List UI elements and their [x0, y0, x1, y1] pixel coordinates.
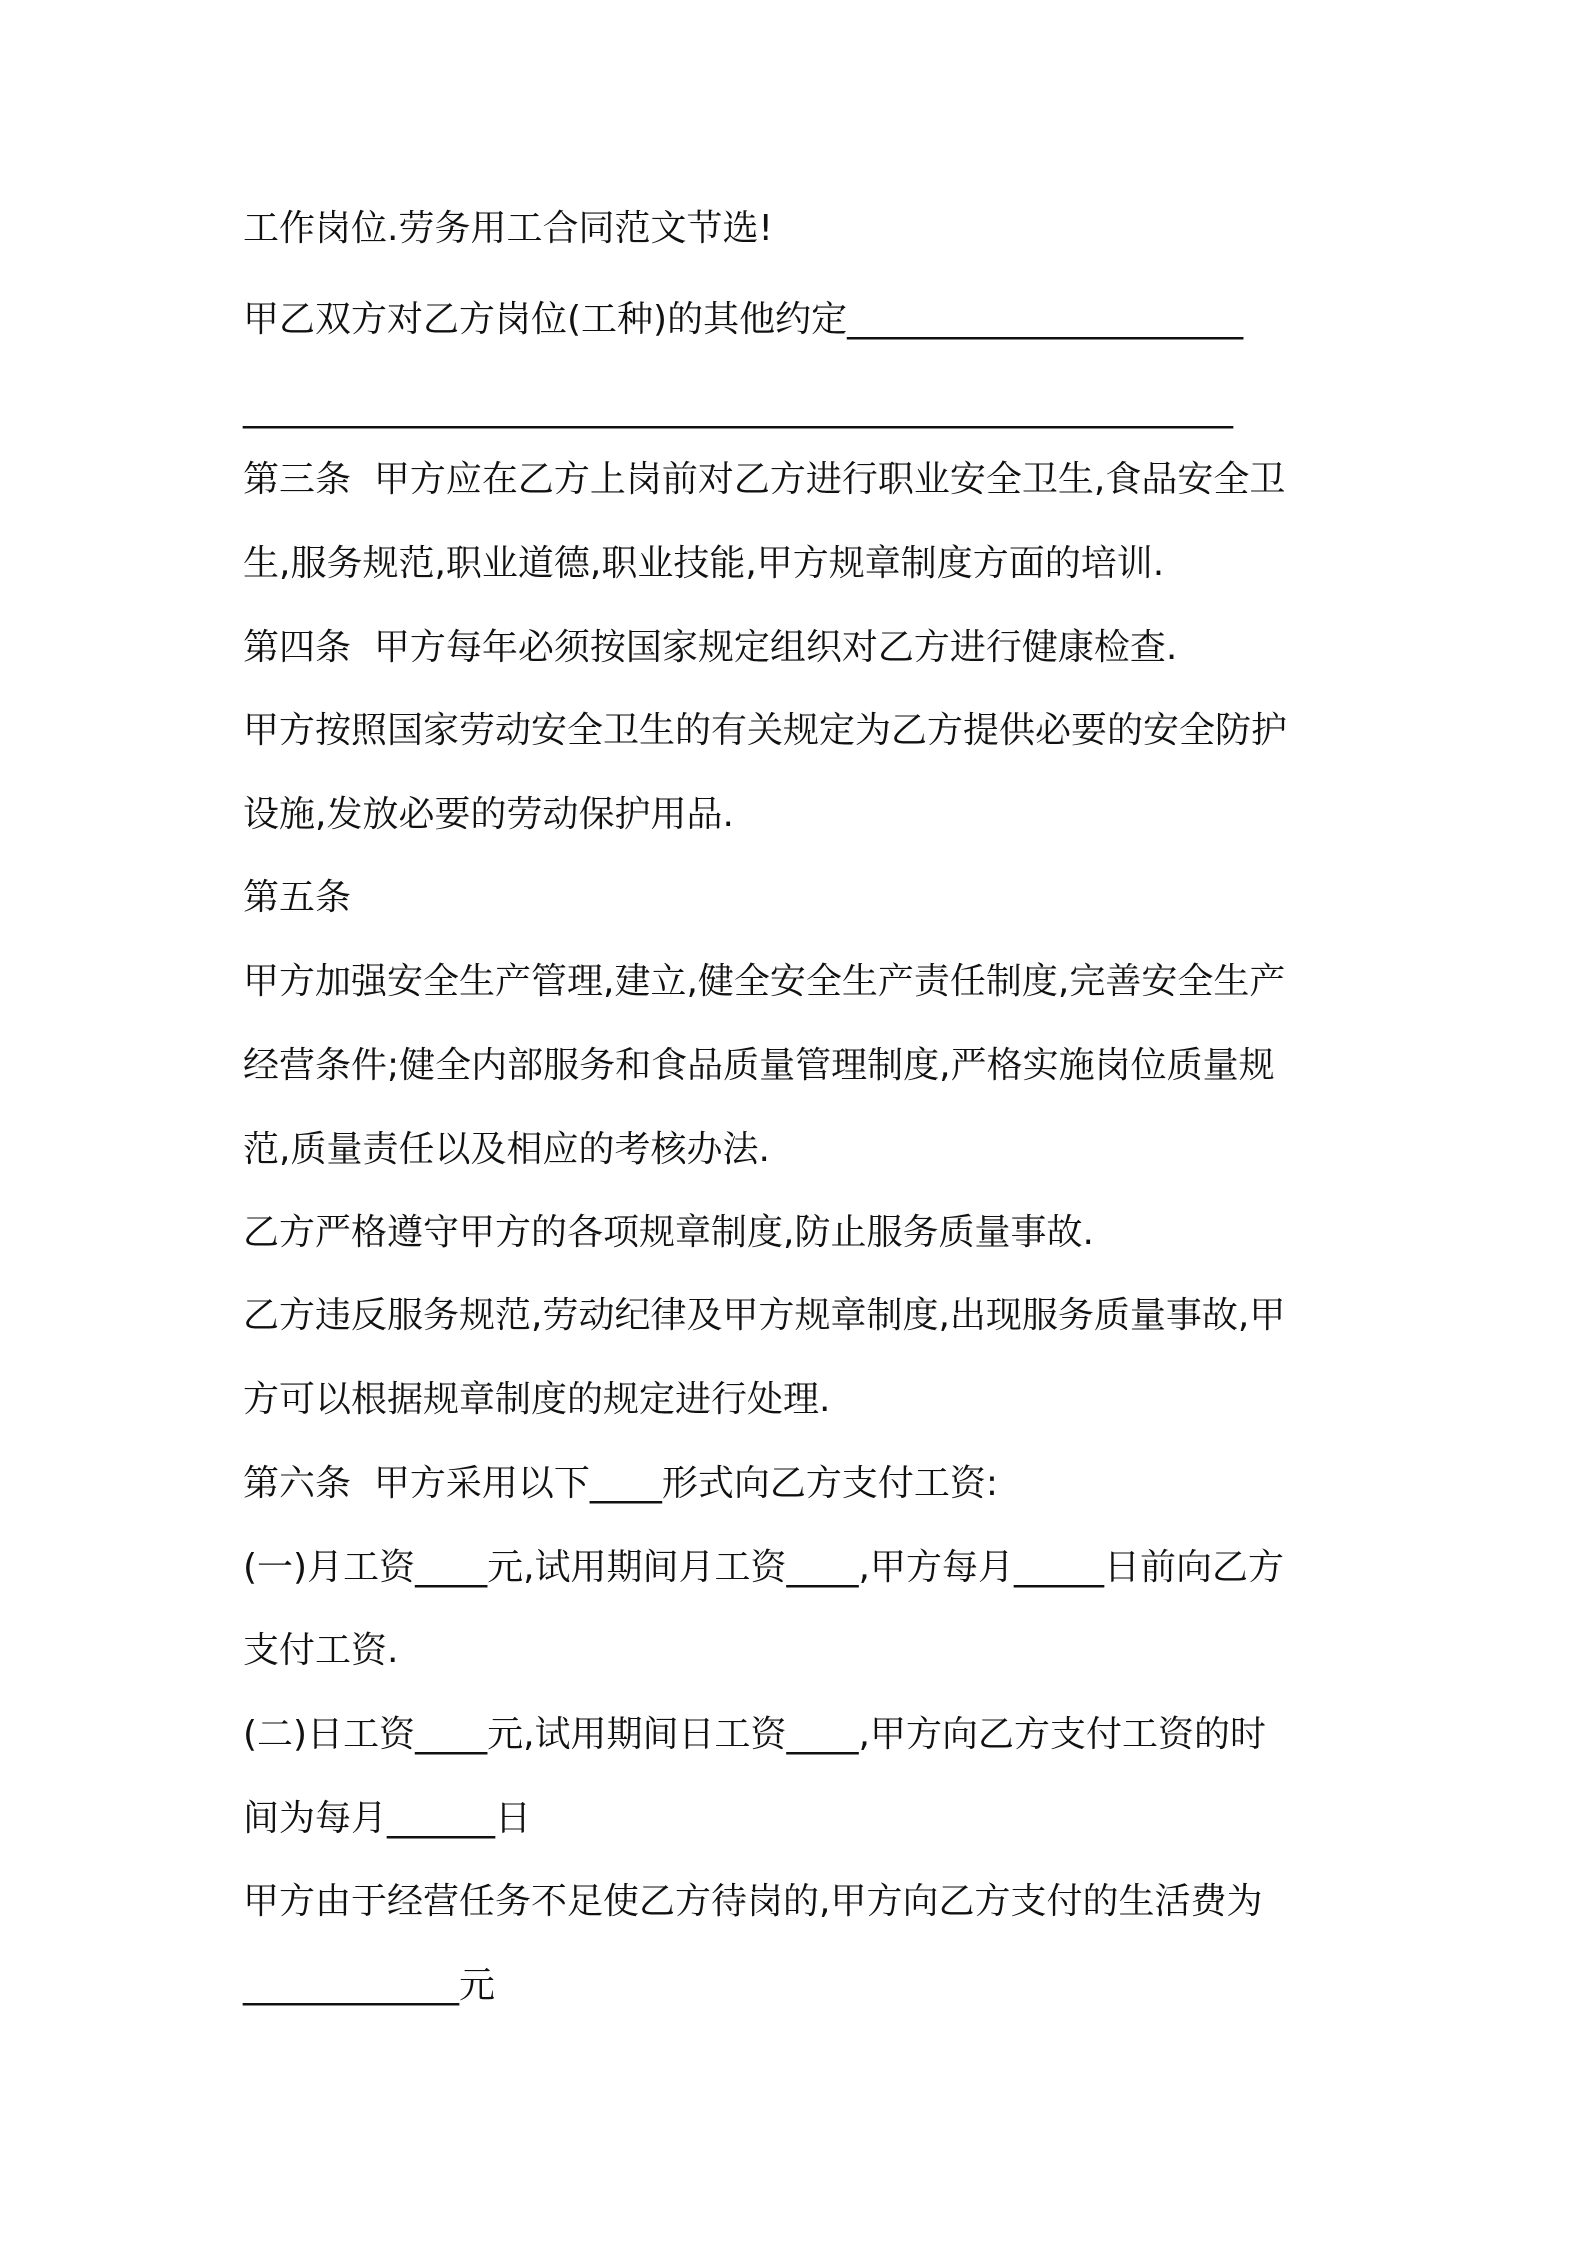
text-line-16: 第六条 甲方采用以下____形式向乙方支付工资:: [243, 1463, 999, 1504]
text-line-17: (一)月工资____元,试用期间月工资____,甲方每月_____日前向乙方: [243, 1547, 1284, 1588]
text-line-8: 设施,发放必要的劳动保护用品.: [243, 794, 734, 835]
text-line-20: 间为每月______日: [243, 1798, 532, 1839]
text-line-14: 乙方违反服务规范,劳动纪律及甲方规章制度,出现服务质量事故,甲: [243, 1295, 1286, 1336]
text-line-11: 经营条件;健全内部服务和食品质量管理制度,严格实施岗位质量规: [243, 1045, 1275, 1086]
text-line-3: _______________________________________________________: [243, 388, 1233, 429]
text-line-21: 甲方由于经营任务不足使乙方待岗的,甲方向乙方支付的生活费为: [243, 1881, 1263, 1922]
text-line-18: 支付工资.: [243, 1630, 399, 1671]
text-line-12: 范,质量责任以及相应的考核办法.: [243, 1129, 770, 1170]
text-line-13: 乙方严格遵守甲方的各项规章制度,防止服务质量事故.: [243, 1212, 1094, 1253]
text-line-4: 第三条 甲方应在乙方上岗前对乙方进行职业安全卫生,食品安全卫: [243, 459, 1286, 500]
text-line-2: 甲乙双方对乙方岗位(工种)的其他约定______________________: [243, 299, 1244, 340]
text-line-6: 第四条 甲方每年必须按国家规定组织对乙方进行健康检查.: [243, 627, 1178, 668]
text-line-9: 第五条: [243, 877, 352, 918]
text-line-19: (二)日工资____元,试用期间日工资____,甲方向乙方支付工资的时: [243, 1714, 1266, 1755]
text-line-5: 生,服务规范,职业道德,职业技能,甲方规章制度方面的培训.: [243, 543, 1165, 584]
text-line-1: 工作岗位.劳务用工合同范文节选!: [243, 208, 773, 249]
text-line-10: 甲方加强安全生产管理,建立,健全安全生产责任制度,完善安全生产: [243, 961, 1286, 1002]
text-line-22: ____________元: [243, 1965, 496, 2006]
text-line-15: 方可以根据规章制度的规定进行处理.: [243, 1379, 831, 1420]
text-line-7: 甲方按照国家劳动安全卫生的有关规定为乙方提供必要的安全防护: [243, 710, 1288, 751]
